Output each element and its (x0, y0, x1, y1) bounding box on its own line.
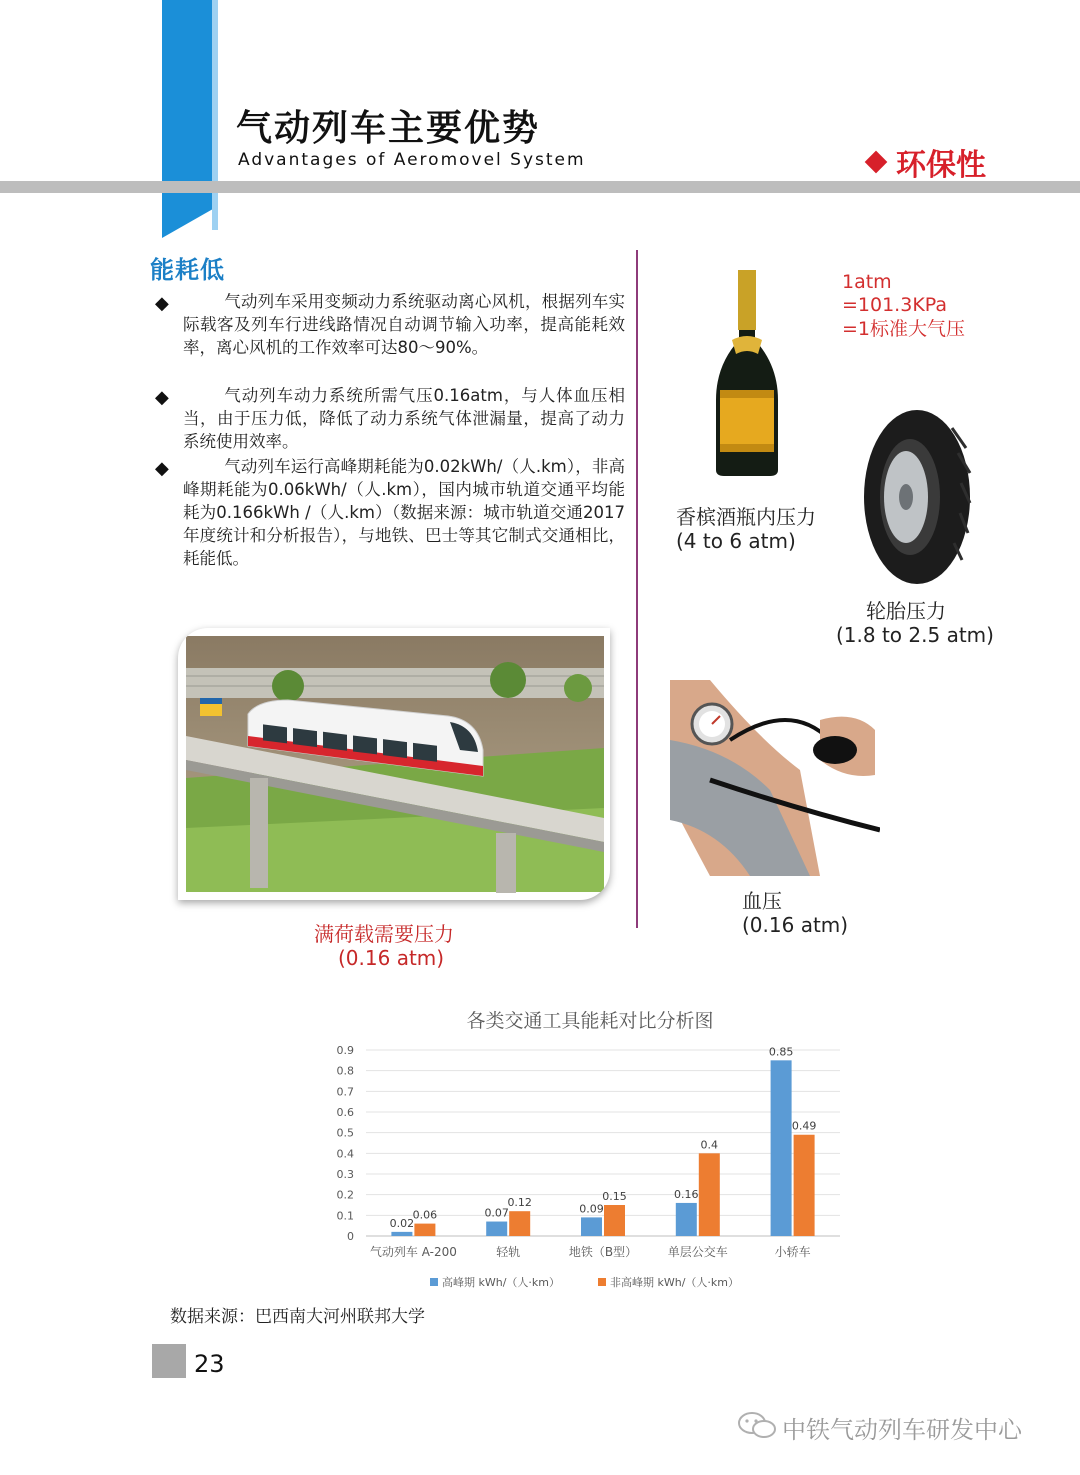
section-tag (868, 140, 986, 184)
champagne-caption-value: (4 to 6 atm) (676, 529, 796, 553)
blood-pressure-caption: 血压 (742, 889, 782, 913)
bar (509, 1211, 530, 1236)
bar (414, 1224, 435, 1236)
train-illustration (178, 628, 610, 900)
legend-label: 非高峰期 kWh/（人·km） (610, 1276, 740, 1289)
blood-pressure-image (670, 680, 880, 876)
bar (604, 1205, 625, 1236)
header-accent-edge (212, 0, 218, 230)
champagne-bottle-image (712, 270, 782, 478)
bar (581, 1217, 602, 1236)
bar (486, 1222, 507, 1236)
atm-note-line: 1atm (842, 271, 892, 293)
champagne-caption: 香槟酒瓶内压力 (676, 505, 816, 529)
x-tick-label: 地铁（B型） (568, 1245, 638, 1259)
page-subtitle: Advantages of Aeromovel System (238, 150, 586, 170)
bar (771, 1060, 792, 1236)
y-tick-label: 0.2 (336, 1188, 354, 1202)
bullet-item (155, 290, 625, 359)
bullet-text: 气动列车动力系统所需气压0.16atm，与人体血压相当，由于压力低，降低了动力系统气体泄漏量，提高了动力系统使用效率。 (183, 386, 625, 451)
diamond-bullet-icon: ◆ (155, 293, 169, 314)
atm-note-line: =101.3KPa (842, 294, 948, 316)
wechat-icon (737, 1410, 777, 1440)
data-label: 0.12 (507, 1196, 532, 1210)
y-tick-label: 0.9 (336, 1044, 354, 1057)
energy-bar-chart (320, 1036, 860, 1298)
y-tick-label: 0 (347, 1230, 354, 1243)
bar (391, 1232, 412, 1236)
x-tick-label: 轻轨 (496, 1245, 521, 1259)
legend-swatch (430, 1278, 438, 1286)
data-label: 0.4 (700, 1138, 719, 1152)
tire-image (862, 408, 972, 586)
bullet-item (155, 455, 625, 570)
blood-pressure-caption-value: (0.16 atm) (742, 913, 849, 937)
section-tag-label: 环保性 (896, 148, 986, 183)
y-tick-label: 0.1 (336, 1209, 354, 1223)
bullet-item (155, 384, 625, 453)
data-label: 0.49 (791, 1119, 817, 1133)
column-divider (636, 250, 638, 928)
data-label: 0.06 (412, 1208, 438, 1222)
data-label: 0.85 (768, 1045, 794, 1059)
page-number-box (152, 1344, 186, 1378)
legend-swatch (598, 1278, 606, 1286)
data-label: 0.02 (389, 1216, 415, 1230)
bar (676, 1203, 697, 1236)
y-tick-label: 0.5 (336, 1126, 354, 1140)
y-tick-label: 0.4 (336, 1147, 354, 1161)
page-number: 23 (194, 1350, 225, 1378)
atm-note-line: =1标准大气压 (842, 318, 966, 340)
bullet-text: 气动列车运行高峰期耗能为0.02kWh/（人.km），非高峰期耗能为0.06kWh/（人.km），国内城市轨道交通平均能耗为0.166kWh /（人.km）（数据来源：城市轨道交通2017年度统计和分析报告），与地铁、巴士等其它制式交通相比，耗能低。 (183, 457, 625, 568)
diamond-bullet-icon: ◆ (155, 387, 169, 408)
watermark: 中铁气动列车研发中心 (782, 1416, 1022, 1444)
legend-label: 高峰期 kWh/（人·km） (442, 1276, 561, 1289)
x-tick-label: 单层公交车 (667, 1245, 728, 1259)
y-tick-label: 0.6 (336, 1106, 354, 1119)
bar (699, 1153, 720, 1236)
section-heading: 能耗低 (150, 256, 225, 284)
data-label: 0.07 (484, 1206, 509, 1220)
train-photo (178, 628, 610, 900)
data-label: 0.09 (579, 1202, 604, 1216)
y-tick-label: 0.8 (336, 1064, 354, 1078)
bar (794, 1135, 815, 1236)
data-label: 0.15 (602, 1190, 627, 1203)
data-label: 0.16 (674, 1187, 699, 1201)
train-caption-value: (0.16 atm) (338, 946, 445, 970)
header-accent-bar (162, 0, 212, 238)
x-tick-label: 气动列车 A-200 (369, 1245, 457, 1259)
y-tick-label: 0.3 (336, 1168, 354, 1181)
train-caption: 满荷载需要压力 (314, 922, 454, 946)
tire-caption: 轮胎压力 (866, 599, 946, 623)
diamond-bullet-icon: ◆ (155, 458, 169, 479)
data-source: 数据来源：巴西南大河州联邦大学 (170, 1307, 425, 1327)
page-title: 气动列车主要优势 (236, 108, 541, 149)
y-tick-label: 0.7 (336, 1085, 354, 1099)
tire-caption-value: (1.8 to 2.5 atm) (836, 623, 994, 647)
diamond-icon (865, 151, 888, 174)
bullet-text: 气动列车采用变频动力系统驱动离心风机，根据列车实际载客及列车行进线路情况自动调节输入功率，提高能耗效率，离心风机的工作效率可达80～90%。 (183, 292, 625, 357)
x-tick-label: 小轿车 (774, 1245, 811, 1259)
chart-title: 各类交通工具能耗对比分析图 (466, 1010, 714, 1032)
